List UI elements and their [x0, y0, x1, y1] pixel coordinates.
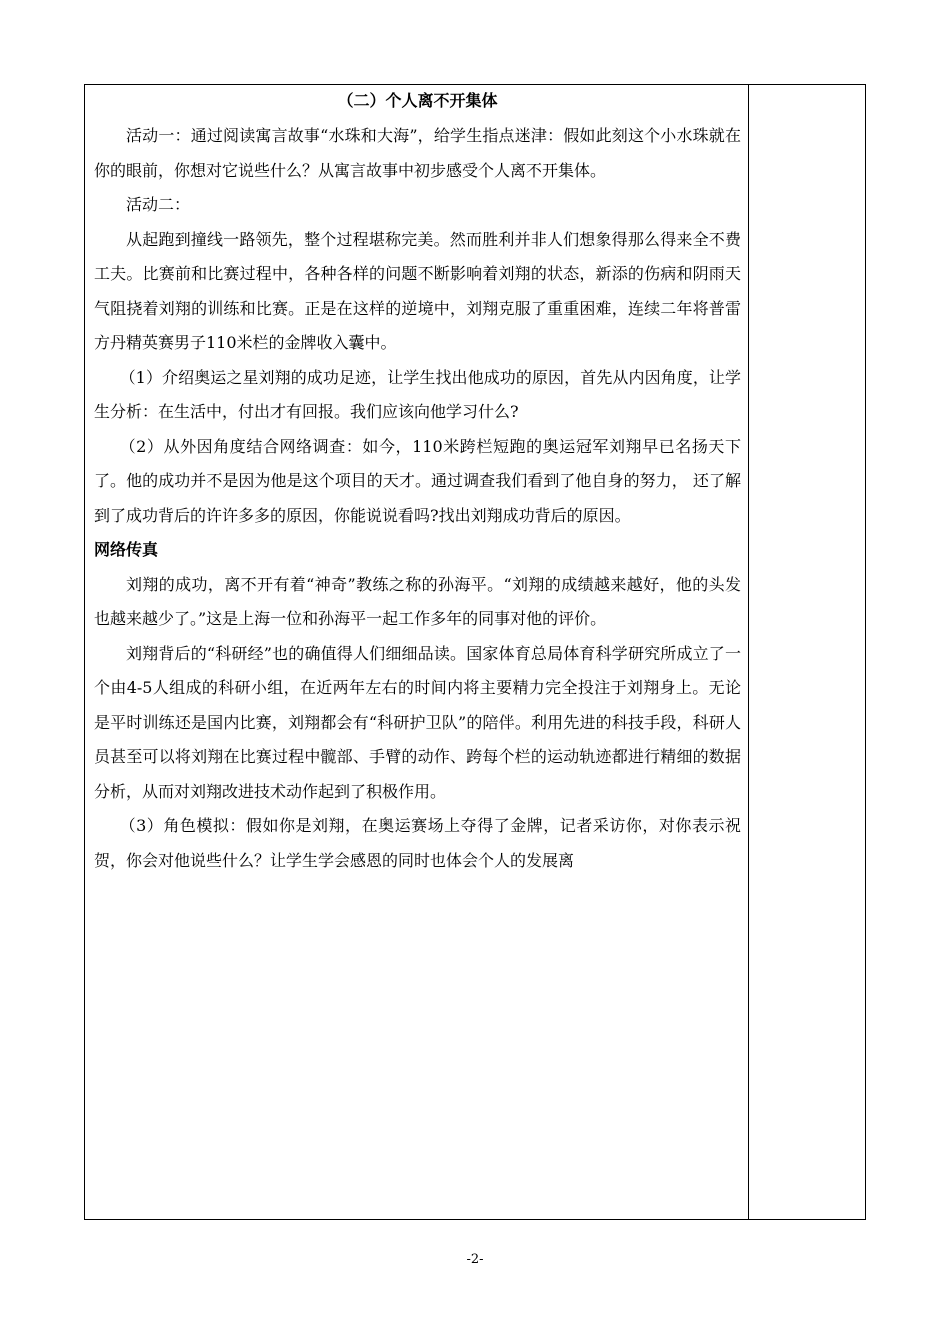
- lesson-content-cell: [85, 85, 748, 1219]
- research-paragraph: 刘翔背后的“科研经”也的确值得人们细细品读。国家体育总局体育科学研究所成立了一个由4-5人组成的科研小组，在近两年左右的时间内将主要精力完全投注于刘翔身上。无论是平时训练还是国内比赛，刘翔都会有“科研护卫队”的陪伴。利用先进的科技手段，科研人员甚至可以将刘翔在比赛过程中髋部、手臂的动作、跨每个栏的运动轨迹都进行精细的数据分析，从而对刘翔改进技术动作起到了积极作用。: [94, 643, 741, 801]
- activity-one-paragraph: 活动一：通过阅读寓言故事“水珠和大海”，给学生指点迷津：假如此刻这个小水珠就在你的眼前，你想对它说些什么？从寓言故事中初步感受个人离不开集体。: [94, 126, 741, 180]
- step-three-paragraph: （3）角色模拟：假如你是刘翔，在奥运赛场上夺得了金牌，记者采访你，对你表示祝贺，你会对他说些什么？让学生学会感恩的同时也体会个人的发展离: [94, 816, 741, 870]
- step-two-paragraph: （2）从外因角度结合网络调查：如今，110米跨栏短跑的奥运冠军刘翔早已名扬天下了。他的成功并不是因为他是这个项目的天才。通过调查我们看到了他自身的努力， 还了解到了成功背后的许许多多的原因，你能说说看吗?找出刘翔成功背后的原因。: [94, 436, 741, 525]
- coach-paragraph: 刘翔的成功，离不开有着“神奇”教练之称的孙海平。“刘翔的成绩越来越好，他的头发也越来越少了。”这是上海一位和孙海平一起工作多年的同事对他的评价。: [94, 574, 741, 628]
- page-number: -2-: [466, 1252, 484, 1267]
- story-paragraph: 从起跑到撞线一路领先，整个过程堪称完美。然而胜利并非人们想象得那么得来全不费工夫。比赛前和比赛过程中，各种各样的问题不断影响着刘翔的状态，新添的伤病和阴雨天气阻挠着刘翔的训练和比赛。正是在这样的逆境中，刘翔克服了重重困难，连续二年将普雷方丹精英赛男子110米栏的金牌收入囊中。: [94, 229, 741, 352]
- step-one-paragraph: （1）介绍奥运之星刘翔的成功足迹，让学生找出他成功的原因，首先从内因角度，让学生分析：在生活中，付出才有回报。我们应该向他学习什么?: [94, 367, 741, 421]
- section-title: （二）个人离不开集体: [337, 91, 498, 110]
- network-heading: 网络传真: [94, 540, 159, 559]
- activity-two-label: 活动二：: [126, 195, 191, 214]
- notes-cell: [749, 85, 865, 1219]
- lesson-table: [84, 84, 866, 1220]
